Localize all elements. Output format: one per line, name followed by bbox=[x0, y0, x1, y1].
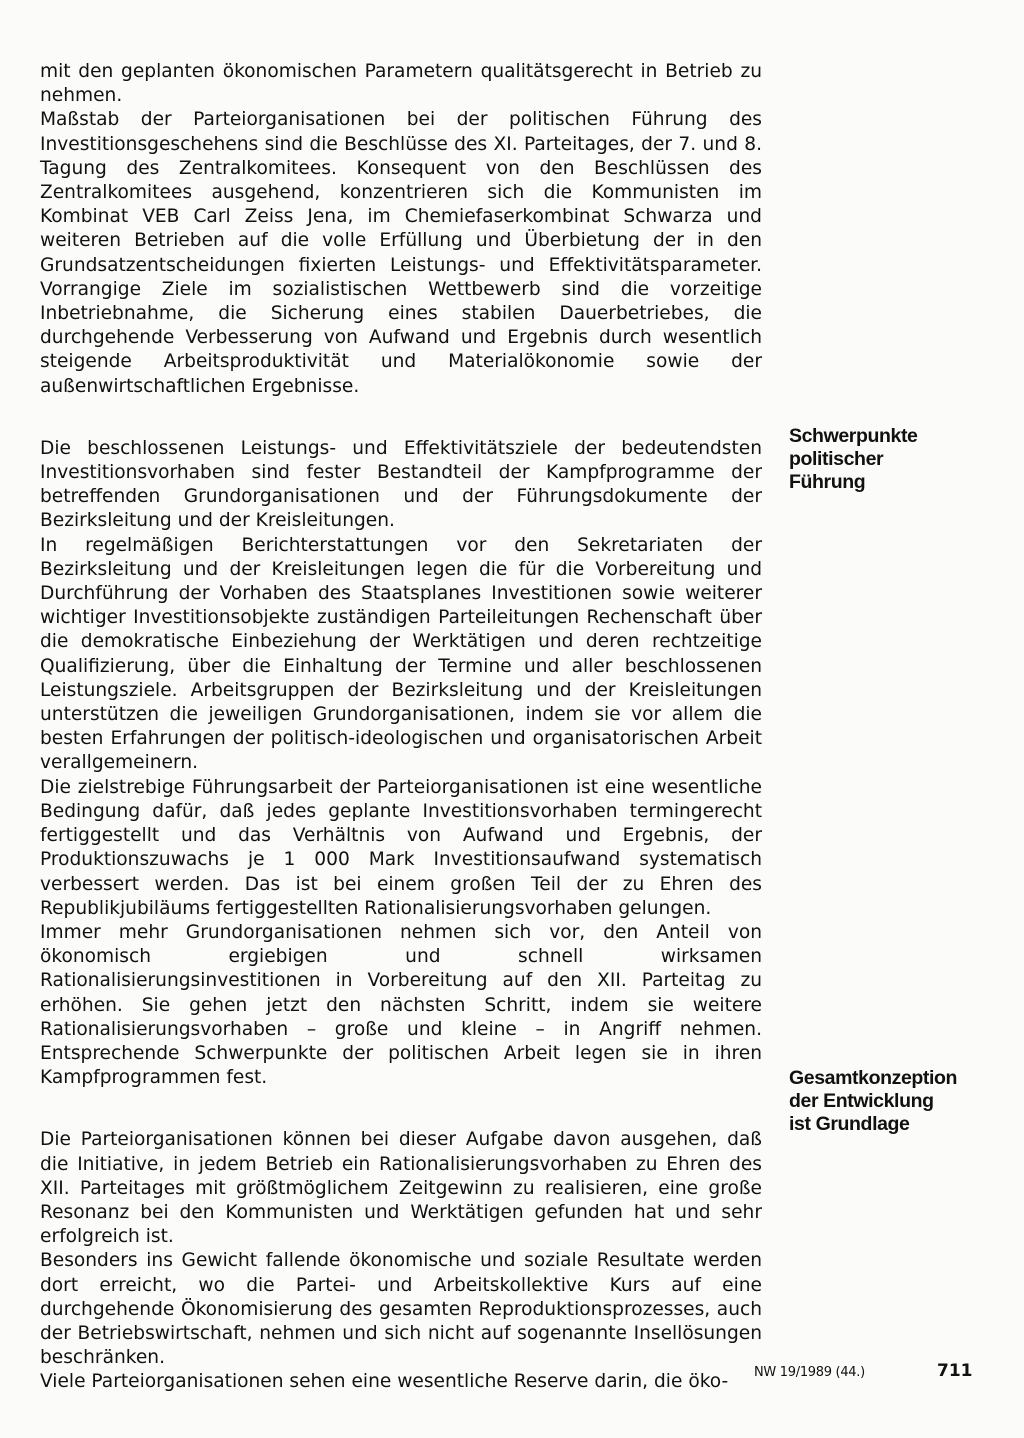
paragraph: In regelmäßigen Berichterstattungen vor den Sekretariaten der Bezirksleitung und der Kreisleitungen legen die für die Vorbereitung und Durchführung der Vorhaben des Staatsplanes Investitionen sowie weiterer wichtiger Investitionsobjekte zuständigen Parteileitungen Rechenschaft über die demokratische Einbeziehung der Werktätigen und deren rechtzeitige Qualifizierung, über die Einhaltung der Termine und aller beschlossenen Leistungsziele. Arbeitsgruppen der Bezirksleitung und der Kreisleitungen unterstützen die jeweiligen Grundorganisationen, indem sie vor allem die besten Erfahrungen der politisch-ideologischen und organisatorischen Arbeit verallgemeinern. bbox=[40, 534, 762, 774]
paragraph: Besonders ins Gewicht fallende ökonomische und soziale Resultate werden dort erreicht, wo die Partei- und Arbeitskollektive Kurs auf eine durchgehende Ökonomisierung des gesamten Reproduktionsprozesses, auch der Betriebswirtschaft, nehmen und sich nicht auf sogenannte Insellösungen beschränken. bbox=[40, 1250, 762, 1369]
paragraph: Immer mehr Grundorganisationen nehmen sich vor, den Anteil von ökonomisch ergiebigen und schnell wirksamen Rationalisierungsinvestitionen in Vorbereitung auf den XII. Parteitag zu erhöhen. Sie gehen jetzt den nächsten Schritt, indem sie weitere Rationalisierungsvorhaben – große und kleine – in Angriff nehmen. Entsprechende Schwerpunkte der politischen Arbeit legen sie in ihren Kampfprogrammen fest. bbox=[40, 921, 762, 1089]
main-text-column bbox=[40, 60, 762, 1395]
margin-heading-line: Gesamtkonzeption bbox=[789, 1067, 958, 1089]
margin-heading-schwerpunkte bbox=[789, 425, 989, 494]
margin-heading-gesamtkonzeption bbox=[789, 1067, 989, 1136]
paragraph: mit den geplanten ökonomischen Parametern qualitätsgerecht in Betrieb zu nehmen. bbox=[40, 61, 762, 107]
paragraph: Die beschlossenen Leistungs- und Effektivitätsziele der bedeutendsten Investitionsvorhaben sind fester Bestandteil der Kampfprogramme der betreffenden Grundorganisationen und der Führungsdokumente der Bezirksleitung und der Kreisleitungen. bbox=[40, 437, 762, 532]
paragraph: Maßstab der Parteiorganisationen bei der politischen Führung des Investitionsgeschehens sind die Beschlüsse des XI. Parteitages, der 7. und 8. Tagung des Zentralkomitees. Konsequent von den Beschlüssen des Zentralkomitees ausgehend, konzentrieren sich die Kommunisten im Kombinat VEB Carl Zeiss Jena, im Chemiefaserkombinat Schwarza und weiteren Betrieben auf die volle Erfüllung und Überbietung der in den Grundsatzentscheidungen fixierten Leistungs- und Effektivitätsparameter. Vorrangige Ziele im sozialistischen Wettbewerb sind die vorzeitige Inbetriebnahme, die Sicherung eines stabilen Dauerbetriebes, die durchgehende Verbesserung von Aufwand und Ergebnis durch wesentlich steigende Arbeitsproduktivität und Materialökonomie sowie der außenwirtschaftlichen Ergebnisse. bbox=[40, 109, 762, 397]
section-gap bbox=[40, 1090, 762, 1128]
margin-heading-line: der Entwicklung bbox=[789, 1090, 934, 1112]
paragraph: Die zielstrebige Führungsarbeit der Parteiorganisationen ist eine wesentliche Bedingung dafür, daß jedes geplante Investitionsvorhaben termingerecht fertiggestellt und das Verhältnis von Aufwand und Ergebnis, der Produktionszuwachs je 1 000 Mark Investitionsaufwand systematisch verbessert werden. Das ist bei einem großen Teil der zu Ehren des Republikjubiläums fertiggestellten Rationalisierungsvorhaben gelungen. bbox=[40, 776, 762, 919]
paragraph: Die Parteiorganisationen können bei dieser Aufgabe davon ausgehen, daß die Initiative, in jedem Betrieb ein Rationalisierungsvorhaben zu Ehren des XII. Parteitages mit größtmöglichem Zeitgewinn zu realisieren, eine große Resonanz bei den Kommunisten und Werktätigen gefunden hat und sehr erfolgreich ist. bbox=[40, 1129, 762, 1248]
section-gap bbox=[40, 399, 762, 437]
margin-heading-line: Führung bbox=[789, 471, 866, 493]
margin-heading-line: Schwerpunkte bbox=[789, 425, 918, 447]
issue-reference: NW 19/1989 (44.) bbox=[754, 1365, 865, 1380]
paragraph: Viele Parteiorganisationen sehen eine wesentliche Reserve darin, die öko- bbox=[40, 1371, 729, 1393]
margin-heading-line: politischer bbox=[789, 448, 884, 470]
page-number: 711 bbox=[937, 1361, 973, 1381]
margin-heading-line: ist Grundlage bbox=[789, 1113, 910, 1135]
